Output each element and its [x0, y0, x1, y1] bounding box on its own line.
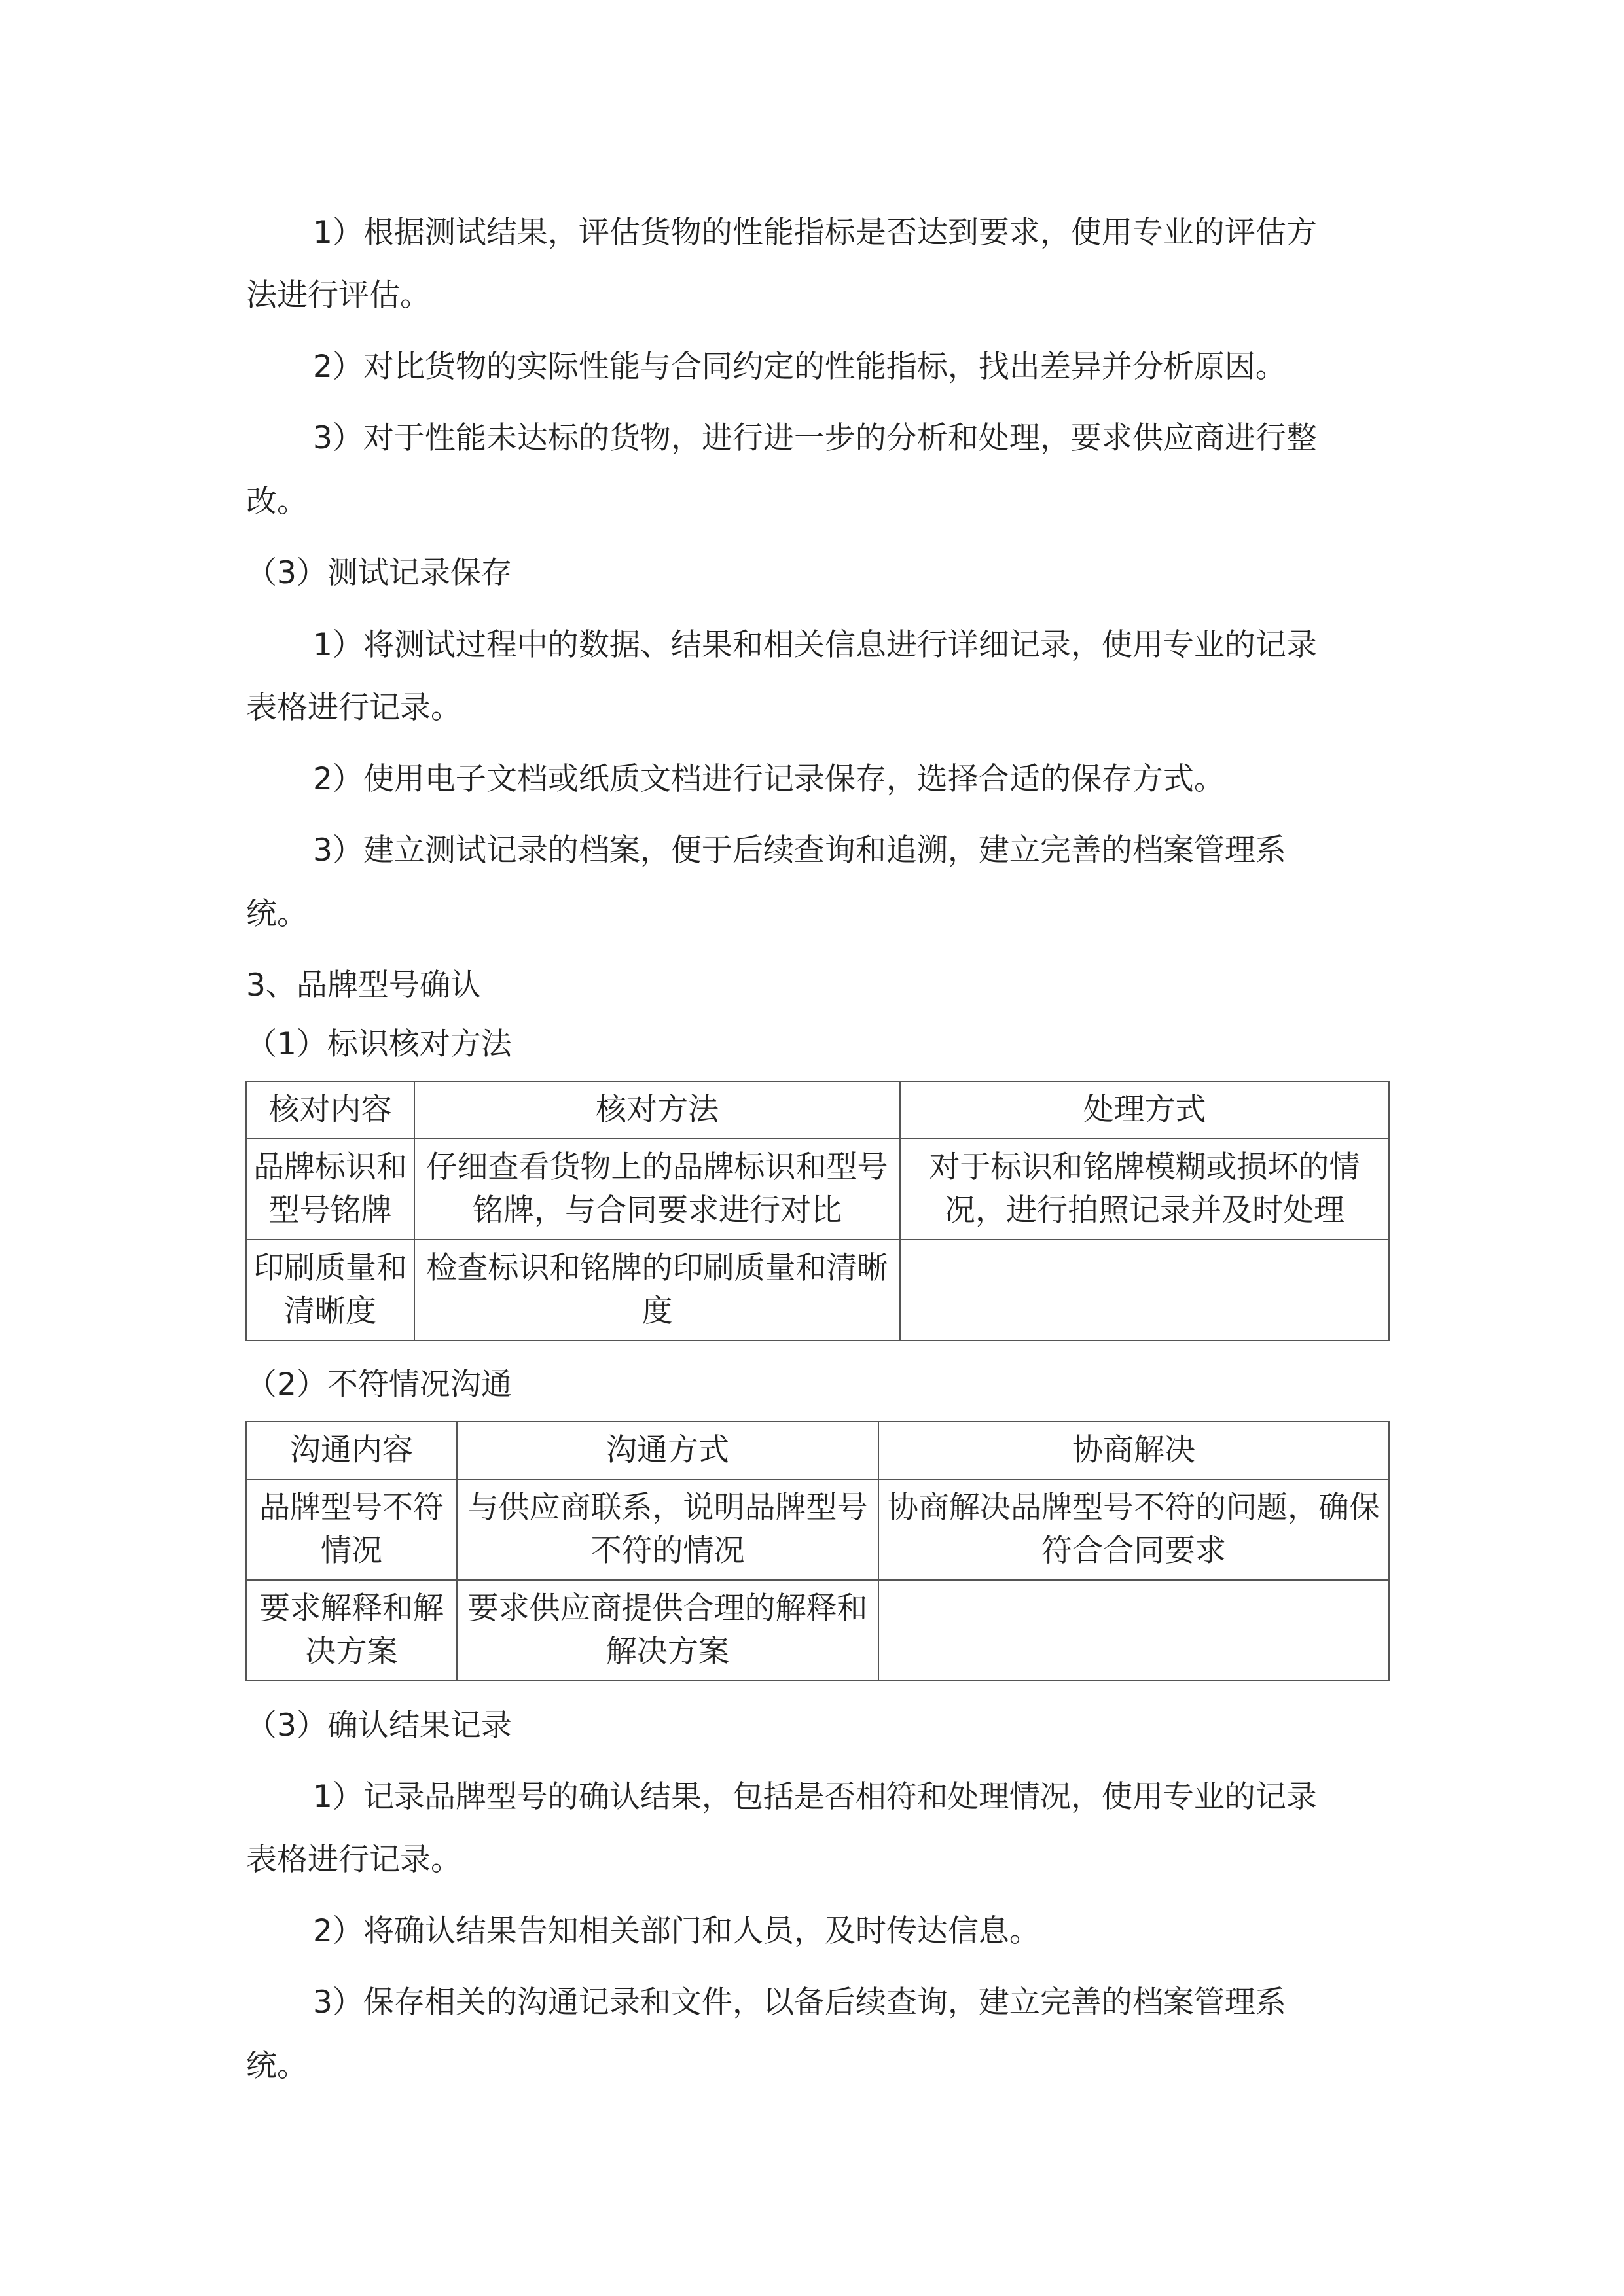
record-1-line-2: 表格进行记录。: [246, 690, 461, 726]
table-header-row: [246, 1081, 1389, 1139]
paragraph-3-line-1: 3）对于性能未达标的货物，进行进一步的分析和处理，要求供应商进行整: [313, 420, 1317, 456]
paragraph-1-line-1: 1）根据测试结果，评估货物的性能指标是否达到要求，使用专业的评估方: [313, 215, 1317, 251]
heading-mismatch-communication: （2）不符情况沟通: [246, 1367, 512, 1403]
table-cell: 与供应商联系，说明品牌型号不符的情况: [457, 1479, 878, 1580]
table-header-cell: 沟通方式: [457, 1422, 878, 1479]
table-header-row: [246, 1422, 1389, 1479]
table-cell: 品牌型号不符情况: [246, 1479, 457, 1580]
paragraph-2: 2）对比货物的实际性能与合同约定的性能指标，找出差异并分析原因。: [313, 349, 1286, 385]
table-header-cell: 协商解决: [878, 1422, 1389, 1479]
table-cell: 要求解释和解决方案: [246, 1580, 457, 1681]
heading-confirm-result-record: （3）确认结果记录: [246, 1708, 512, 1744]
table-cell: 协商解决品牌型号不符的问题，确保符合合同要求: [878, 1479, 1389, 1580]
table-header-cell: 核对内容: [246, 1081, 414, 1139]
table-cell: [900, 1240, 1389, 1340]
communication-table: [245, 1421, 1390, 1681]
table-header-cell: 沟通内容: [246, 1422, 457, 1479]
confirm-3-line-2: 统。: [246, 2048, 308, 2084]
table-header-cell: 核对方法: [414, 1081, 900, 1139]
record-2: 2）使用电子文档或纸质文档进行记录保存，选择合适的保存方式。: [313, 761, 1225, 797]
heading-test-record: （3）测试记录保存: [246, 555, 512, 591]
table-cell: 品牌标识和型号铭牌: [246, 1139, 414, 1240]
paragraph-1-line-2: 法进行评估。: [246, 278, 431, 314]
table-cell: 印刷质量和清晰度: [246, 1240, 414, 1340]
confirm-2: 2）将确认结果告知相关部门和人员，及时传达信息。: [313, 1913, 1040, 1949]
table-cell: 检查标识和铭牌的印刷质量和清晰度: [414, 1240, 900, 1340]
confirm-1-line-2: 表格进行记录。: [246, 1842, 461, 1878]
paragraph-3-line-2: 改。: [246, 484, 308, 520]
table-header-cell: 处理方式: [900, 1081, 1389, 1139]
table-cell: 要求供应商提供合理的解释和解决方案: [457, 1580, 878, 1681]
table-row: [246, 1580, 1389, 1681]
record-3-line-1: 3）建立测试记录的档案，便于后续查询和追溯，建立完善的档案管理系: [313, 833, 1286, 869]
confirm-1-line-1: 1）记录品牌型号的确认结果，包括是否相符和处理情况，使用专业的记录: [313, 1779, 1317, 1815]
table-cell: 仔细查看货物上的品牌标识和型号铭牌，与合同要求进行对比: [414, 1139, 900, 1240]
heading-brand-model: 3、品牌型号确认: [246, 967, 481, 1003]
table-cell: [878, 1580, 1389, 1681]
table-row: [246, 1479, 1389, 1580]
record-3-line-2: 统。: [246, 896, 308, 932]
heading-check-method: （1）标识核对方法: [246, 1026, 512, 1062]
table-row: [246, 1139, 1389, 1240]
confirm-3-line-1: 3）保存相关的沟通记录和文件，以备后续查询，建立完善的档案管理系: [313, 1984, 1286, 2020]
table-row: [246, 1240, 1389, 1340]
record-1-line-1: 1）将测试过程中的数据、结果和相关信息进行详细记录，使用专业的记录: [313, 627, 1317, 663]
table-cell: 对于标识和铭牌模糊或损坏的情况，进行拍照记录并及时处理: [900, 1139, 1389, 1240]
check-method-table: [245, 1081, 1390, 1341]
